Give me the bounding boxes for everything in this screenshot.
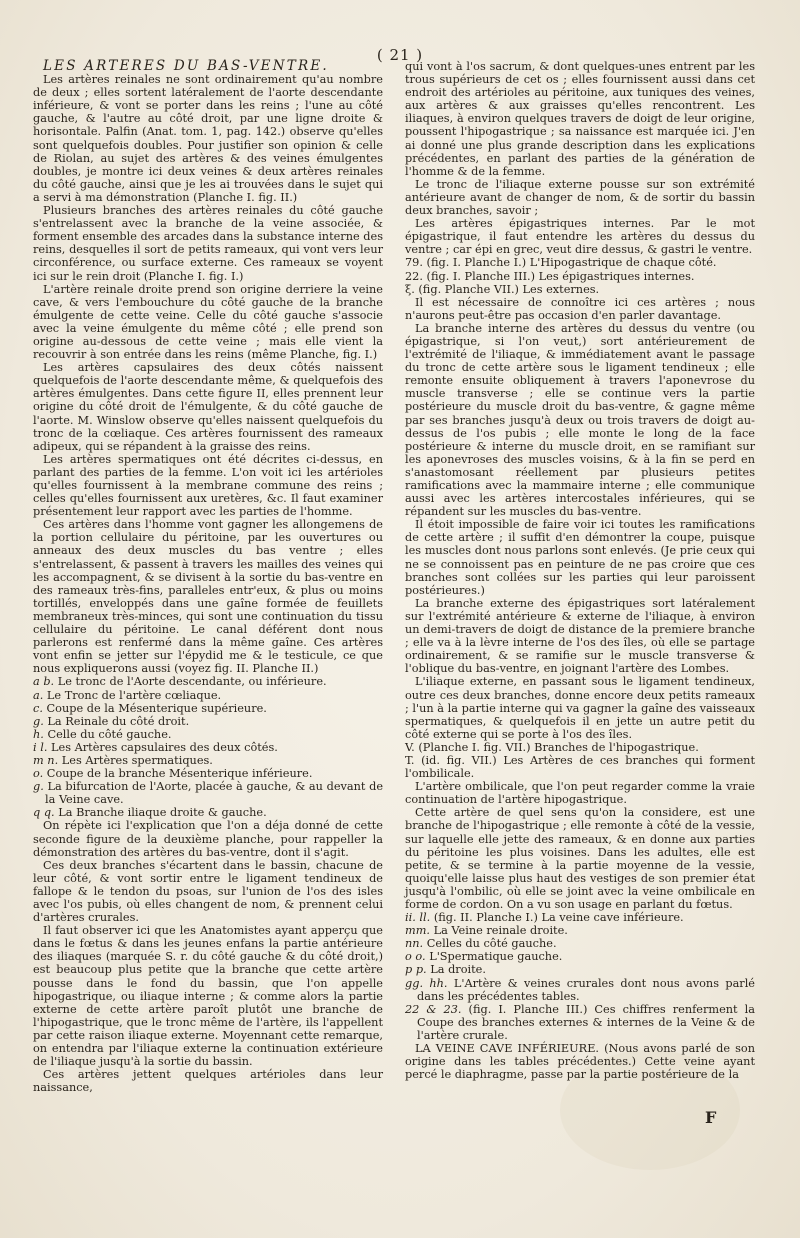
legend-item (33, 767, 383, 780)
legend-item (33, 754, 383, 767)
legend-text: Les Artères spermatiques. (61, 753, 213, 767)
legend-text: (fig. I. Planche III.) Ces chiffres renferment la Coupe des branches externes & internes de la Veine & de l'artère crurale. (417, 1002, 755, 1042)
legend-item (33, 715, 383, 728)
legend-key: ii. ll. (405, 911, 431, 925)
right-paragraphs (405, 60, 755, 911)
left-paragraphs (33, 73, 383, 675)
paragraph: La branche externe des épigastriques sort latéralement sur l'extrémité antérieure & externe de l'iliaque, à environ un demi-travers de doigt de distance de la premiere branche ; elle va à la lèvre interne de l'os des îles, où elle se partage ordinairement, & se ramifie sur le muscle transverse & l'oblique du bas-ventre, en joignant l'artère des Lombes. (405, 596, 755, 676)
legend-key: o o. (405, 950, 426, 964)
right-column (405, 60, 755, 1081)
legend-text: (fig. II. Planche I.) La veine cave inférieure. (433, 911, 684, 925)
legend-item (33, 728, 383, 741)
paragraph: Ces artères jettent quelques artérioles dans leur naissance, (33, 1068, 383, 1095)
legend-key: g. (33, 780, 44, 794)
paragraph: T. (id. fig. VII.) Les Artères de ces branches qui forment l'ombilicale. (405, 753, 755, 781)
legend-item (405, 924, 755, 937)
legend-item (405, 937, 755, 950)
legend-text: La bifurcation de l'Aorte, placée à gauche, & au devant de la Veine cave. (45, 780, 383, 807)
legend-text: Celles du côté gauche. (426, 937, 557, 951)
legend-text: Le tronc de l'Aorte descendante, ou inférieure. (57, 675, 327, 689)
legend-item (33, 689, 383, 702)
legend-key: m n. (33, 753, 59, 767)
legend-item (405, 1003, 755, 1042)
paragraph: 22. (fig. I. Planche III.) Les épigastriques internes. (405, 269, 695, 283)
paragraph: Il est nécessaire de connoître ici ces artères ; nous n'aurons peut-être pas occasion d'en parler davantage. (405, 295, 755, 322)
legend-key: a. (33, 688, 44, 702)
legend-key: o. (33, 767, 44, 781)
legend-item (33, 780, 383, 806)
legend-item (33, 702, 383, 715)
legend-key: h. (33, 727, 44, 741)
legend-text: La Branche iliaque droite & gauche. (58, 806, 267, 820)
legend-key: g. (33, 714, 44, 728)
legend-text: La Veine reinale droite. (433, 924, 568, 938)
paragraph: Les artères capsulaires des deux côtés naissent quelquefois de l'aorte descendante même, & quelquefois des artères émulgentes. Dans cette figure II, elles prennent leur origine du côté droit de l'émulgente, & du côté gauche de l'aorte. M. Winslow observe qu'elles naissent quelquefois du tronc de la cœliaque. Ces artères fournissent des rameaux adipeux, qui se répandent à la graisse des reins. (33, 361, 383, 453)
paragraph: V. (Planche I. fig. VII.) Branches de l'hipogastrique. (405, 740, 699, 754)
paragraph: Les artères épigastriques internes. Par le mot épigastrique, il faut entendre les artères du dessus du ventre ; car épi en grec, veut dire dessus, & gastri le ventre. (405, 217, 755, 257)
legend-text: Coupe de la branche Mésenterique inférieure. (46, 767, 313, 781)
legend-text: Coupe de la Mésenterique supérieure. (46, 701, 267, 715)
paragraph: 79. (fig. I. Planche I.) L'Hipogastrique de chaque côté. (405, 256, 717, 270)
paragraph: Les artères spermatiques ont été décrites ci-dessus, en parlant des parties de la femme. L'on voit ici les artérioles qu'elles fournissent à la membrane commune des reins ; celles qu'elles fournissent aux uretères, &c. Il faut examiner présentement leur rapport avec les parties de l'homme. (33, 452, 383, 519)
legend-item (405, 977, 755, 1003)
legend-key: q q. (33, 806, 55, 820)
legend-text: L'Artère & veines crurales dont nous avons parlé dans les précédentes tables. (417, 976, 755, 1003)
legend-key: nn. (405, 937, 424, 951)
paragraph: La branche interne des artères du dessus du ventre (ou épigastrique, si l'on veut,) sort antérieurement de l'extrémité de l'iliaque, & immédiatement avant le passage du tronc de cette artère sous le ligament tendineux ; elle remonte ensuite obliquement à travers l'aponevrose du muscle transverse ; elle se continue vers la partie postérieure du muscle droit du bas-ventre, & gagne même par ses branches jusqu'à deux ou trois travers de doigt au-dessus de l'os pubis ; elle monte le long de la face postérieure & interne du muscle droit, en se ramifiant sur les aponevroses des muscles voisins, & à la fin se perd en s'anastomosant réellement par plusieurs petites ramifications avec la mammaire interne ; elle communique aussi avec les artères intercostales inférieures, qui se répandent sur les muscles du bas-ventre. (405, 321, 755, 519)
legend-key: a b. (33, 675, 55, 689)
paragraph: L'iliaque externe, en passant sous le ligament tendineux, outre ces deux branches, donne encore deux petits rameaux ; l'un à la partie interne qui va gagner la gaîne des vaisseaux spermatiques, & quelquefois il en jette un autre petit du côté externe qui se porte à l'os des îles. (405, 675, 755, 741)
legend-text: La Reinale du côté droit. (47, 714, 190, 728)
legend-key: 22 & 23. (405, 1002, 462, 1016)
paragraph: Le tronc de l'iliaque externe pousse sur son extrémité antérieure avant de changer de nom, & de sortir du bassin deux branches, savoir ; (405, 177, 755, 218)
legend-key: p p. (405, 963, 427, 977)
legend-item (33, 741, 383, 754)
legend-text: Les Artères capsulaires des deux côtés. (51, 740, 278, 754)
paragraph: L'artère reinale droite prend son origine derriere la veine cave, & vers l'embouchure du côté gauche de la branche émulgente de cette veine. Celle du côté gauche s'associe avec la veine émulgente du même côté ; elle prend son origine au-dessous de cette veine ; mais elle vient la recouvrir à son entrée dans les reins (même Planche, fig. I.) (33, 282, 383, 362)
paragraph: L'artère ombilicale, que l'on peut regarder comme la vraie continuation de l'artère hipogastrique. (405, 780, 755, 807)
left-column (33, 60, 383, 1094)
legend-item (405, 963, 755, 976)
left-paragraphs-continued (33, 819, 383, 1094)
legend-item (33, 675, 383, 688)
legend-item (405, 911, 755, 924)
paragraph: On répète ici l'explication que l'on a déja donné de cette seconde figure de la deuxième planche, pour rappeller la démonstration des artères du bas-ventre, dont il s'agit. (33, 819, 383, 859)
section-paragraph-veine-cave: LA VEINE CAVE INFÉRIEURE. (Nous avons parlé de son origine dans les tables précédentes.) Cette veine ayant percé le diaphragme, passe par la partie postérieure de la (405, 1042, 755, 1082)
legend-item (33, 806, 383, 819)
legend-key: c. (33, 701, 43, 715)
legend-text: Celle du côté gauche. (47, 727, 172, 741)
page-number: ( 21 ) (376, 46, 424, 64)
section-heading: LES ARTERES DU BAS-VENTRE. (43, 58, 329, 74)
legend-key: mm. (405, 924, 431, 938)
paragraph: Ces artères dans l'homme vont gagner les allongemens de la portion cellulaire du péritoine, par les ouvertures ou anneaux des deux muscles du bas ventre ; elles s'entrelassent, & passent à travers les mailles des veines qui les accompagnent, & se divisent à la sortie du bas-ventre en des rameaux très-fins, paralleles entr'eux, & plus ou moins tortillés, enveloppés dans une gaîne formée de feuillets membraneux très-minces, qui sont une continuation du tissu cellulaire du péritoine. Le canal déférent dont nous parlerons est renfermé dans la même gaîne. Ces artères vont enfin se jetter sur l'épydid me & le testicule, ce que nous expliquerons aussi (voyez fig. II. Planche II.) (33, 518, 383, 676)
paragraph: Il faut observer ici que les Anatomistes ayant apperçu que dans le fœtus & dans les jeunes enfans la partie antérieure des iliaques (marquée S. r. du côté gauche & du côté droit,) est beaucoup plus petite que la branche que cette artère pousse dans le fond du bassin, que l'on appelle hipogastrique, ou iliaque interne ; & comme alors la partie externe de cette artère paroît plutôt une branche de l'hipogastrique, que le tronc même de l'artère, ils l'appellent par cette raison iliaque externe. Moyennant cette remarque, on entendra par l'iliaque externe la continuation extérieure de l'iliaque jusqu'à la sortie du bassin. (33, 924, 383, 1069)
paragraph: Les artères reinales ne sont ordinairement qu'au nombre de deux ; elles sortent latéralement de l'aorte descendante inférieure, & vont se porter dans les reins ; l'une au côté gauche, & l'autre au côté droit, par une ligne droite & horisontale. Palfin (Anat. tom. 1, pag. 142.) observe qu'elles sont quelquefois doubles. Pour justifier son opinion & celle de Riolan, au sujet des artères & des veines émulgentes doubles, je montre ici deux veines & deux artères reinales du côté gauche, ainsi que je les ai trouvées dans le sujet qui a servi à ma démonstration (Planche I. fig. II.) (33, 73, 383, 204)
legend-key: i l. (33, 740, 48, 754)
legend-key: gg. hh. (405, 976, 448, 990)
legend-text: Le Tronc de l'artère cœliaque. (46, 688, 222, 702)
signature-mark: F (705, 1108, 717, 1127)
paragraph: qui vont à l'os sacrum, & dont quelques-unes entrent par les trous supérieurs de cet os ; elles fournissent aussi dans cet endroit des artérioles au péritoine, aux tuniques des veines, aux artères & aux graisses qu'elles rencontrent. Les iliaques, à environ quelques travers de doigt de leur origine, poussent l'hipogastrique ; sa naissance est marquée ici. J'en ai donné une plus grande description dans les explications précédentes, en parlant des parties de la génération de l'homme & de la femme. (405, 60, 755, 178)
right-legend-list (405, 911, 755, 1042)
paragraph: ξ. (fig. Planche VII.) Les externes. (405, 282, 600, 296)
paragraph: Cette artère de quel sens qu'on la considere, est une branche de l'hipogastrique ; elle remonte à côté de la vessie, sur laquelle elle jette des rameaux, & en donne aux parties du péritoine les plus voisines. Dans les adultes, elle est petite, & se termine à la partie moyenne de la vessie, quoiqu'elle laisse plus haut des vestiges de son premier état jusqu'à l'ombilic, où elle se joint avec la veine ombilicale en forme de cordon. On a vu son usage en parlant du fœtus. (405, 806, 755, 911)
paragraph: Plusieurs branches des artères reinales du côté gauche s'entrelassent avec la branche de la veine associée, & forment ensemble des arcades dans la substance interne des reins, desquelles il sort de petits rameaux, qui vont vers leur circonférence, ou surface externe. Ces rameaux se voyent ici sur le rein droit (Planche I. fig. I.) (33, 204, 383, 283)
left-legend-list (33, 675, 383, 819)
legend-item (405, 950, 755, 963)
legend-text: L'Spermatique gauche. (429, 950, 563, 964)
paragraph: Il étoit impossible de faire voir ici toutes les ramifications de cette artère ; il suffit d'en démontrer la coupe, puisque les muscles dont nous parlons sont enlevés. (Je prie ceux qui ne se connoissent pas en peinture de ne pas croire que ces branches sont collées sur les parties qui leur paroissent postérieures.) (405, 518, 755, 597)
paragraph: Ces deux branches s'écartent dans le bassin, chacune de leur côté, & vont sortir entre le ligament tendineux de fallope & le tendon du psoas, sur l'union de l'os des isles avec l'os pubis, où elles changent de nom, & prennent celui d'artères crurales. (33, 858, 383, 925)
legend-text: La droite. (430, 963, 486, 977)
